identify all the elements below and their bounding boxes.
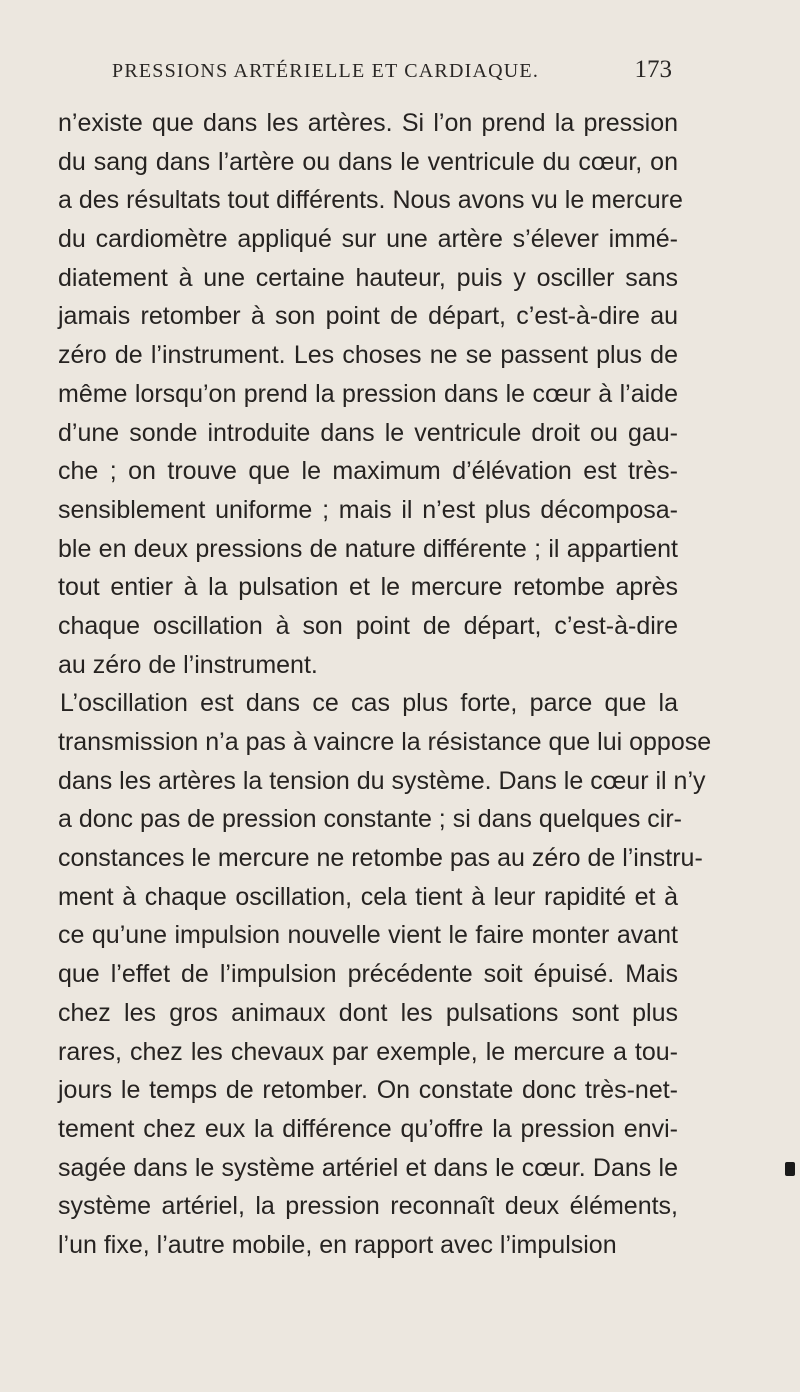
text-line-17: transmission n’a pas à vaincre la résistance que lui oppose [58,728,712,756]
text-line-9: d’une sonde introduite dans le ventricule droit ou gau- [58,418,678,447]
text-line-3: a des résultats tout différents. Nous avons vu le mercure [58,186,683,215]
text-line-23: que l’effet de l’impulsion précédente soit épuisé. Mais [58,960,678,989]
text-line-21: ment à chaque oscillation, cela tient à leur rapidité et à [58,882,678,911]
page-header [112,56,672,94]
text-line-29: système artériel, la pression reconnaît deux éléments, [58,1192,678,1221]
text-line-11: sensiblement uniforme ; mais il n’est plus décomposa- [58,495,678,524]
text-line-6: jamais retomber à son point de départ, c’est-à-dire au [58,302,678,331]
text-line-1: n’existe que dans les artères. Si l’on prend la pression [58,109,678,137]
text-line-14: chaque oscillation à son point de départ, c’est-à-dire [58,611,678,640]
text-line-15: au zéro de l’instrument. [58,650,318,679]
running-title: PRESSIONS ARTÉRIELLE ET CARDIAQUE. [112,60,540,82]
text-line-10: che ; on trouve que le maximum d’élévation est très- [58,457,678,486]
text-line-20: constances le mercure ne retombe pas au zéro de l’instru- [58,844,703,873]
text-line-4: du cardiomètre appliqué sur une artère s’élever immé- [58,225,678,254]
text-line-24: chez les gros animaux dont les pulsations sont plus [58,998,678,1027]
text-line-18: dans les artères la tension du système. Dans le cœur il n’y [58,766,706,795]
text-line-28: sagée dans le système artériel et dans le cœur. Dans le [58,1153,678,1182]
text-line-12: ble en deux pressions de nature différente ; il appartient [58,534,678,563]
text-line-27: tement chez eux la différence qu’offre la pression envi- [58,1114,678,1143]
page-number: 173 [634,56,672,83]
text-line-8: même lorsqu’on prend la pression dans le cœur à l’aide [58,379,678,408]
text-line-30: l’un fixe, l’autre mobile, en rapport avec l’impulsion [58,1230,617,1259]
body-text [58,104,712,1265]
text-line-25: rares, chez les chevaux par exemple, le mercure a tou- [58,1037,678,1066]
text-line-16: L’oscillation est dans ce cas plus forte, parce que la [60,689,678,718]
text-line-26: jours le temps de retomber. On constate donc très-net- [58,1076,678,1105]
text-line-13: tout entier à la pulsation et le mercure retombe après [58,573,678,602]
text-line-7: zéro de l’instrument. Les choses ne se passent plus de [58,341,678,370]
margin-ink-mark [785,1162,795,1176]
text-line-22: ce qu’une impulsion nouvelle vient le faire monter avant [58,921,678,950]
text-line-19: a donc pas de pression constante ; si dans quelques cir- [58,805,682,834]
text-line-5: diatement à une certaine hauteur, puis y osciller sans [58,263,678,292]
text-line-2: du sang dans l’artère ou dans le ventricule du cœur, on [58,147,678,176]
